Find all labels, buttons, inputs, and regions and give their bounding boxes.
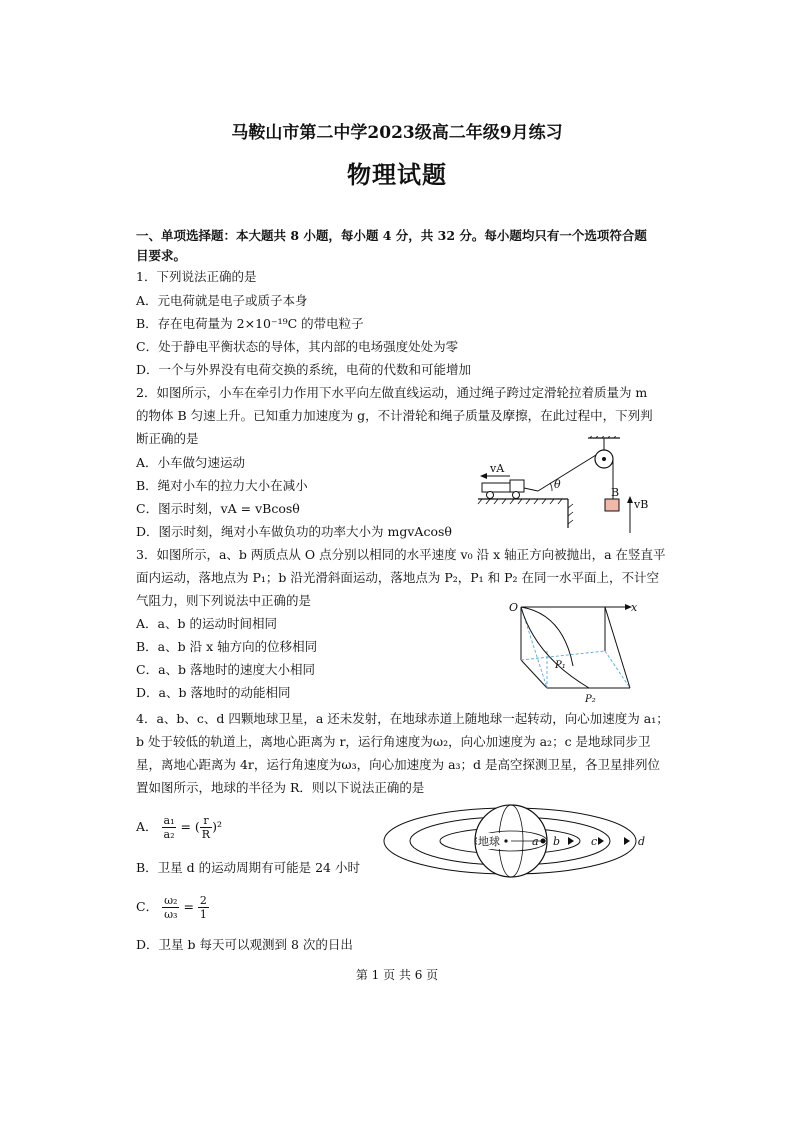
q2-option-c: C．图示时刻，vA = vBcosθ bbox=[136, 501, 300, 516]
q2-stem-line1: 2．如图所示，小车在牵引力作用下水平向左做直线运动，通过绳子跨过定滑轮拉着质量为 m bbox=[136, 385, 648, 400]
q4-option-b: B．卫星 d 的运动周期有可能是 24 小时 bbox=[136, 860, 360, 875]
q4-option-c-fraction bbox=[162, 894, 179, 921]
q1-stem: 1．下列说法正确的是 bbox=[136, 269, 257, 284]
q4-option-c-value-num: 2 bbox=[199, 894, 207, 907]
q4-orbit-figure bbox=[380, 798, 665, 886]
q2-fig-block-label: B bbox=[611, 486, 620, 499]
q2-fig-vb-label: vB bbox=[634, 498, 649, 511]
q3-option-b: B．a、b 沿 x 轴方向的位移相同 bbox=[136, 639, 318, 654]
q4-stem-line4: 置如图所示，地球的半径为 R．则以下说法正确的是 bbox=[136, 780, 425, 795]
q4-option-a-fraction bbox=[162, 814, 177, 841]
q3-stem-line2: 面内运动，落地点为 P₁；b 沿光滑斜面运动，落地点为 P₂，P₁ 和 P₂ 在同一水平面上，不计空 bbox=[136, 570, 660, 585]
q4-stem-line3: 星，离地心距离为 4r，运行角速度为ω₃，向心加速度为 a₃；d 是高空探测卫星，各卫星排列位 bbox=[136, 757, 661, 772]
q4-option-a-ratio-den: R bbox=[201, 828, 211, 841]
q2-pulley-figure bbox=[470, 436, 650, 536]
q4-fig-sat-b: b bbox=[553, 835, 561, 848]
q3-fig-x-label: x bbox=[631, 601, 638, 614]
q4-stem-line1: 4．a、b、c、d 四颗地球卫星，a 还未发射，在地球赤道上随地球一起转动，向心加速度为 a₁； bbox=[136, 711, 669, 726]
q4-option-d: D．卫星 b 每天可以观测到 8 次的日出 bbox=[136, 937, 353, 952]
q4-fig-sat-d: d bbox=[638, 835, 646, 848]
page-footer: 第 1 页 共 6 页 bbox=[355, 968, 439, 982]
q3-fig-p1-label: P₁ bbox=[555, 660, 566, 671]
q4-stem-line2: b 处于较低的轨道上，离地心距离为 r，运行角速度为ω₂，向心加速度为 a₂；c 是地球同步卫 bbox=[136, 734, 651, 749]
q4-option-a-ratio-num: r bbox=[200, 814, 212, 828]
q3-fig-p2-label: P₂ bbox=[585, 694, 596, 705]
q2-stem-line2: 的物体 B 匀速上升。已知重力加速度为 g，不计滑轮和绳子质量及摩擦，在此过程中，下列判 bbox=[136, 408, 653, 423]
q4-option-a bbox=[136, 812, 222, 842]
q4-option-c bbox=[136, 892, 209, 922]
q4-option-a-numerator: a₁ bbox=[163, 814, 175, 827]
q3-option-c: C．a、b 落地时的速度大小相同 bbox=[136, 662, 315, 677]
q1-option-d: D．一个与外界没有电荷交换的系统，电荷的代数和可能增加 bbox=[136, 362, 472, 377]
q1-option-a: A．元电荷就是电子或质子本身 bbox=[136, 293, 308, 308]
q4-option-a-ratio bbox=[200, 814, 212, 841]
q4-option-c-denominator: ω₃ bbox=[164, 908, 178, 921]
q4-option-a-denominator: a₂ bbox=[163, 828, 175, 841]
q4-option-c-value bbox=[198, 894, 209, 921]
q3-stem-line1: 3．如图所示，a、b 两质点从 O 点分别以相同的水平速度 v₀ 沿 x 轴正方向被抛出，a 在竖直平 bbox=[136, 547, 666, 562]
q4-option-a-equals: = ( bbox=[180, 819, 200, 834]
q3-option-d: D．a、b 落地时的动能相同 bbox=[136, 685, 291, 700]
q3-stem-line3: 气阻力，则下列说法中正确的是 bbox=[136, 593, 312, 608]
section1-heading: 一、单项选择题：本大题共 8 小题，每小题 4 分，共 32 分。每小题均只有一个选项符合题目要求。 bbox=[136, 228, 647, 263]
school-title: 马鞍山市第二中学2023级高二年级9月练习 bbox=[231, 123, 563, 143]
q4-option-c-equals: = bbox=[183, 899, 194, 914]
q4-option-c-value-den: 1 bbox=[199, 908, 207, 921]
q2-stem-line3: 断正确的是 bbox=[136, 431, 199, 446]
q4-option-c-numerator: ω₂ bbox=[164, 894, 178, 907]
q4-option-c-label: C． bbox=[136, 899, 159, 914]
q2-fig-theta-label: θ bbox=[554, 478, 561, 491]
q4-fig-sat-a: a bbox=[532, 835, 539, 848]
q4-fig-earth-label: 地球 bbox=[478, 835, 500, 848]
q3-option-a: A．a、b 的运动时间相同 bbox=[136, 616, 277, 631]
q4-fig-sat-c: c bbox=[591, 835, 598, 848]
q3-incline-figure bbox=[505, 596, 645, 708]
q4-option-a-label: A． bbox=[136, 819, 158, 834]
q2-option-a: A．小车做匀速运动 bbox=[136, 455, 246, 470]
q1-option-c: C．处于静电平衡状态的导体，其内部的电场强度处处为零 bbox=[136, 339, 459, 354]
q3-fig-origin-label: O bbox=[509, 601, 519, 614]
q4-option-a-tail: )² bbox=[212, 819, 222, 834]
q2-fig-va-label: vA bbox=[490, 462, 505, 475]
q2-option-b: B．绳对小车的拉力大小在减小 bbox=[136, 478, 308, 493]
subject-title: 物理试题 bbox=[347, 160, 447, 189]
q2-option-d: D．图示时刻，绳对小车做负功的功率大小为 mgvAcosθ bbox=[136, 524, 452, 539]
q1-option-b: B．存在电荷量为 2×10⁻¹⁹C 的带电粒子 bbox=[136, 316, 364, 331]
